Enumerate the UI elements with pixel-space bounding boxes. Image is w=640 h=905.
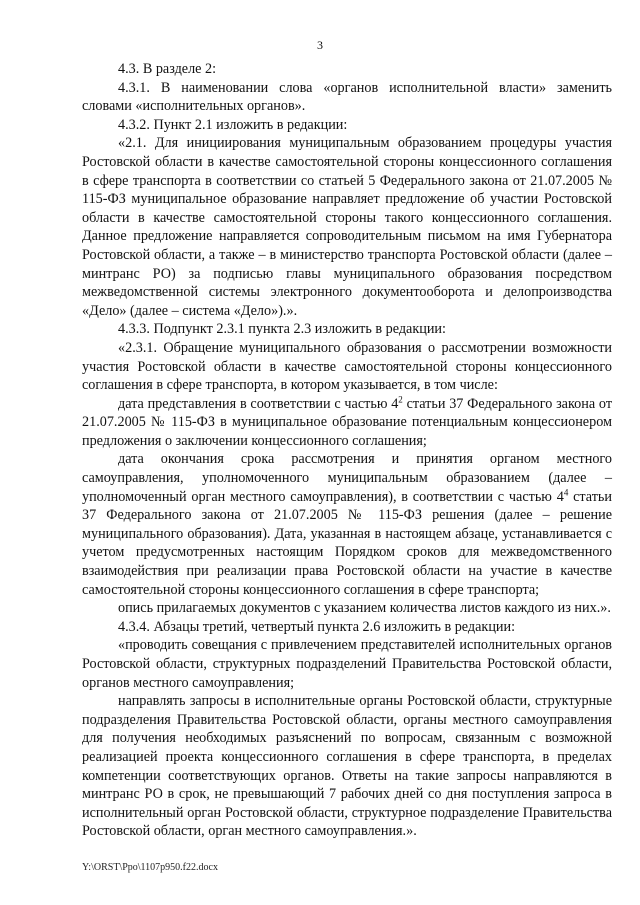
- paragraph-requests: направлять запросы в исполнительные органы Ростовской области, структурные подразделения Правительства Ростовской области, органы местного самоуправления для получения необходимых разъяснений по вопросам, связанным с возможной реализацией проекта концессионного соглашения в сфере транспорта, в пределах компетенции соответствующих органов. Ответы на такие запросы направляются в минтранс РО в срок, не превышающий 7 рабочих дней со дня поступления запроса в исполнительный орган Ростовской области, структурное подразделение Правительства Ростовской области, орган местного самоуправления.».: [82, 693, 612, 840]
- document-body: [82, 60, 612, 841]
- paragraph-4-3-4: 4.3.4. Абзацы третий, четвертый пункта 2.6 изложить в редакции:: [118, 618, 516, 635]
- paragraph-section-2: 4.3. В разделе 2:: [118, 61, 217, 77]
- paragraph-meetings: «проводить совещания с привлечением представителей исполнительных органов Ростовской области, структурных подразделений Правительства Ростовской области, органов местного самоуправления;: [82, 637, 612, 691]
- text-segment: дата представления в соответствии с частью 4: [118, 395, 399, 412]
- footer-file-path: Y:\ORST\Ppo\1107p950.f22.docx: [82, 862, 218, 873]
- paragraph-4-3-3: 4.3.3. Подпункт 2.3.1 пункта 2.3 изложить в редакции:: [118, 321, 446, 338]
- text-segment: дата окончания срока рассмотрения и принятия органом местного самоуправления, уполномоченного муниципальным образованием (далее – уполномоченный орган местного самоуправления), в соответствии с частью 4: [82, 451, 612, 505]
- superscript: 4: [563, 486, 569, 497]
- paragraph-date-submission: [82, 395, 612, 451]
- paragraph-2-1-text: «2.1. Для инициирования муниципальным образованием процедуры участия Ростовской области в качестве самостоятельной стороны концессионного соглашения в сфере транспорта в соответствии со статьей 5 Федерального закона от 21.07.2005 № 115-ФЗ муниципальное образование направляет предложение об участии Ростовской области в качестве самостоятельной стороны такого концессионного соглашения. Данное предложение направляется сопроводительным письмом на имя Губернатора Ростовской области, а также – в министерство транспорта Ростовской области (далее – минтранс РО) за подписью главы муниципального образования посредством межведомственной системы электронного документооборота и делопроизводства «Дело» (далее – система «Дело»).».: [82, 135, 612, 319]
- paragraph-4-3-1: 4.3.1. В наименовании слова «органов исполнительной власти» заменить словами «исполнительных органов».: [82, 79, 612, 115]
- paragraph-date-end: [82, 450, 612, 599]
- paragraph-2-3-1-text: «2.3.1. Обращение муниципального образования о рассмотрении возможности участия Ростовской области в качестве самостоятельной стороны концессионного соглашения в сфере транспорта, в котором указывается, в том числе:: [82, 339, 612, 394]
- superscript: 2: [398, 393, 403, 404]
- text-segment: статьи 37 Федерального закона от 21.07.2005 № 115-ФЗ в муниципальное образование потенциальным концессионером предложения о заключении концессионного соглашения;: [82, 395, 613, 449]
- paragraph-inventory: опись прилагаемых документов с указанием количества листов каждого из них.».: [118, 600, 611, 617]
- text-segment: статьи 37 Федерального закона от 21.07.2005 № 115-ФЗ решения (далее – решение муниципального образования). Дата, указанная в настоящем абзаце, устанавливается с учетом предусмотренных настоящим Порядком сроков для межведомственного взаимодействия при реализации права Ростовской области на участие в качестве самостоятельной стороны концессионного соглашения в сфере транспорта;: [82, 488, 612, 598]
- page-number: 3: [317, 38, 323, 52]
- paragraph-4-3-2: 4.3.2. Пункт 2.1 изложить в редакции:: [118, 116, 348, 133]
